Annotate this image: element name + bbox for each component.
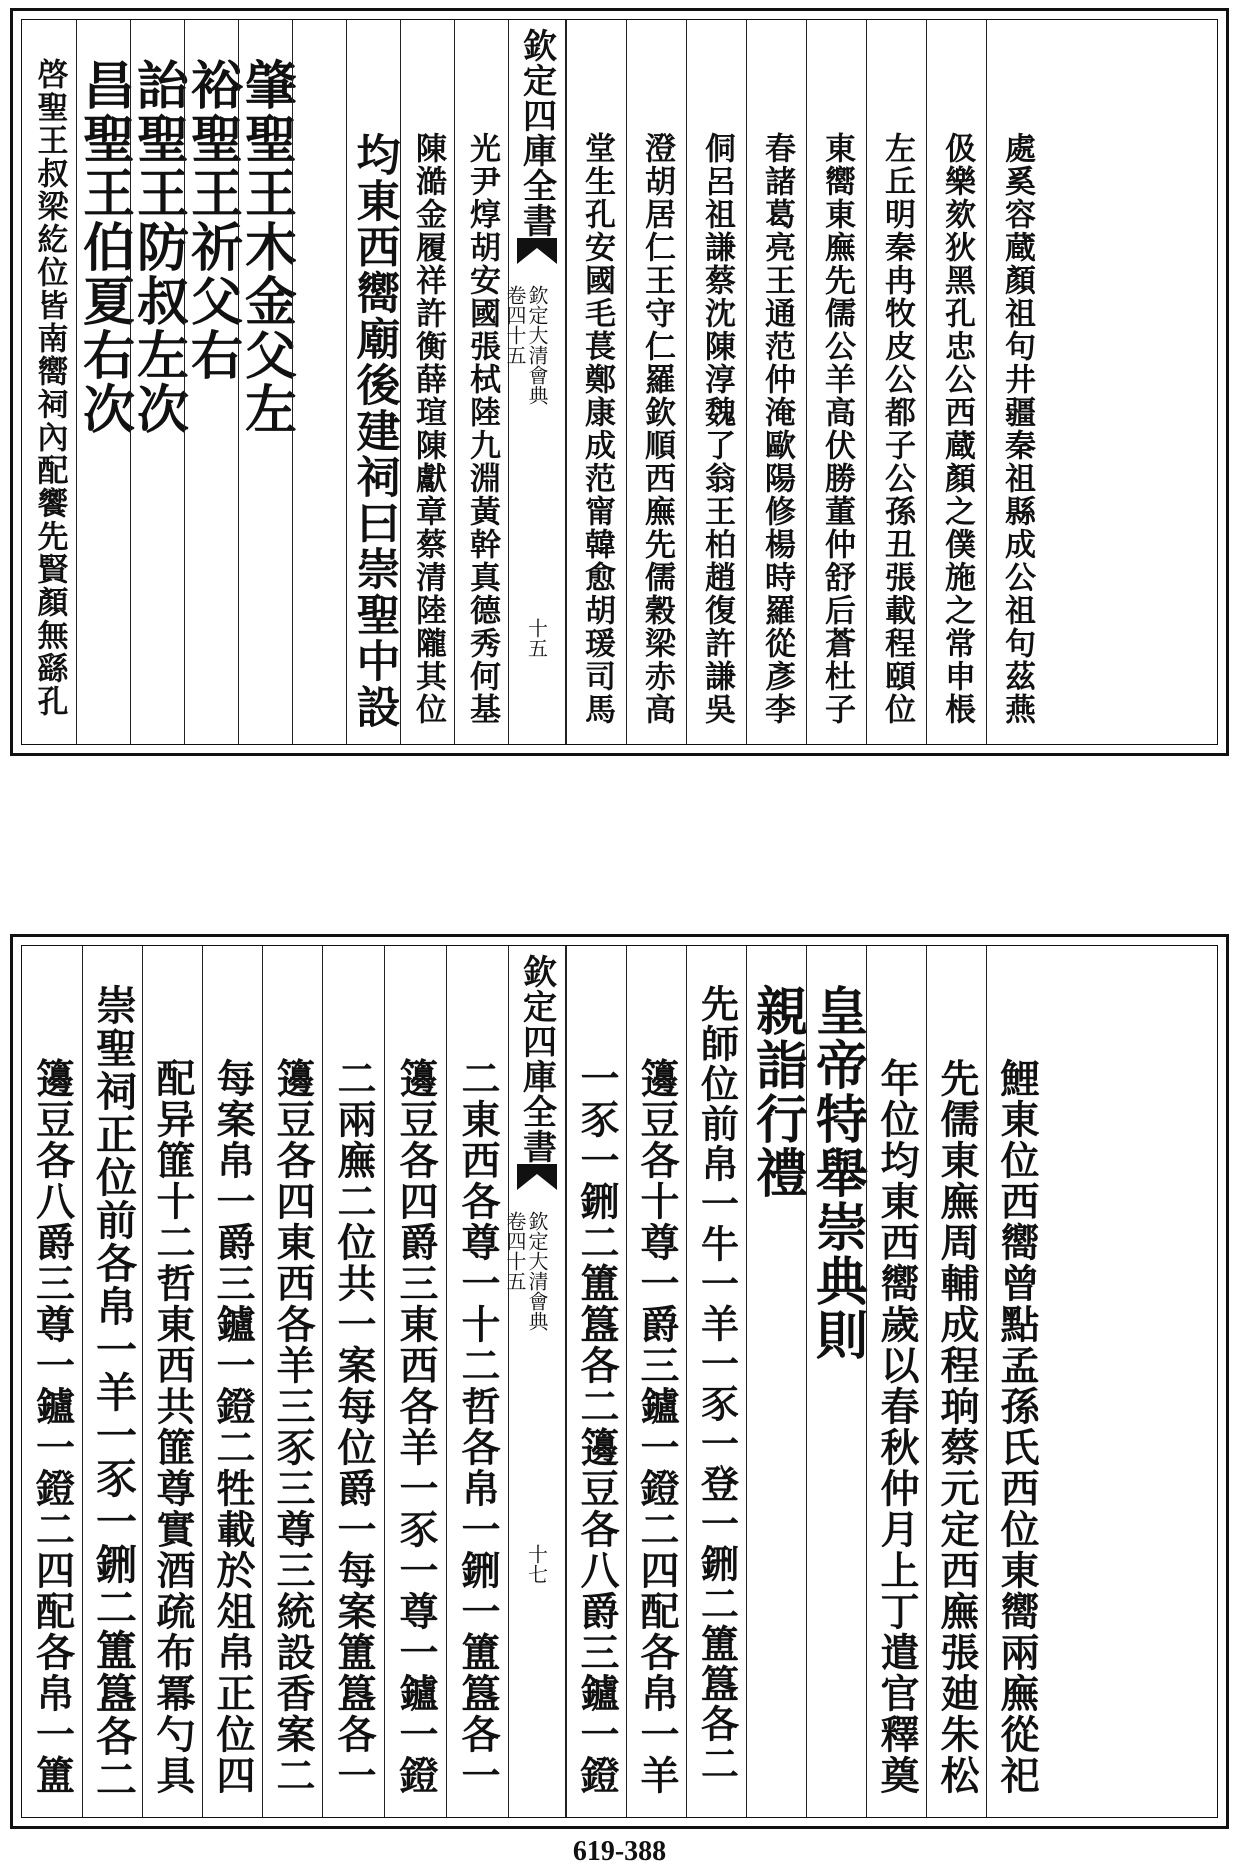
column-text: 籩豆各四爵三東西各羊一豕一尊一鑪一鐙	[393, 1058, 439, 1796]
column-text: 啓聖王叔梁紇位皆南嚮祠內配饗先賢顏無繇孔	[31, 58, 68, 718]
text-column	[384, 946, 446, 1817]
text-column	[626, 946, 686, 1817]
volume-number: 卷四十五	[503, 285, 527, 365]
page-number: 十七	[524, 1544, 549, 1584]
text-column	[181, 20, 243, 744]
book-page-lower	[10, 934, 1229, 1829]
text-column	[235, 20, 297, 744]
page-number: 十五	[524, 618, 549, 658]
section-label	[526, 1211, 548, 1331]
section-title: 欽定大清會典	[525, 1211, 549, 1331]
text-column	[986, 20, 1046, 744]
fishtail-mark	[517, 238, 557, 264]
column-text: 先儒東廡周輔成程珦蔡元定西廡張廸朱松	[934, 1058, 980, 1796]
volume-label	[504, 285, 526, 365]
column-text: 陳澔金履祥許衡薛瑄陳獻章蔡清陸隴其位	[410, 132, 446, 726]
column-text: 左丘明秦冉牧皮公都子公孫丑張載程頤位	[879, 132, 915, 726]
text-column	[626, 20, 686, 744]
column-text: 年位均東西嚮歲以春秋仲月上丁遣官釋奠	[874, 1058, 920, 1796]
volume-number: 卷四十五	[503, 1211, 527, 1291]
text-column	[142, 946, 202, 1817]
column-text: 肇聖王木金父左	[235, 58, 297, 436]
column-text: 光尹焞胡安國張栻陸九淵黃幹真德秀何基	[464, 132, 500, 726]
column-text: 籩豆各四東西各羊三豕三尊三統設香案二	[270, 1058, 316, 1796]
text-column	[566, 20, 626, 744]
book-title: 欽定四庫全書	[516, 954, 557, 1164]
text-column	[262, 946, 322, 1817]
center-margin	[503, 20, 566, 744]
column-text: 崇聖祠正位前各帛一羊一豕一鉶二簠簋各二	[89, 984, 137, 1801]
column-text: 昌聖王伯夏右次	[73, 58, 135, 436]
text-column	[806, 20, 866, 744]
text-column	[686, 946, 746, 1817]
column-text: 處奚容蔵顏祖句井疆秦祖縣成公祖句茲燕	[999, 132, 1035, 726]
text-column	[806, 946, 866, 1817]
column-text: 皇帝特舉崇典則	[806, 984, 868, 1362]
text-column	[22, 20, 76, 744]
column-text: 每案帛一爵三鑪一鐙二牲載於俎帛正位四	[210, 1058, 256, 1796]
text-column	[926, 20, 986, 744]
column-text: 二兩廡二位共一案每位爵一每案簠簋各一	[331, 1058, 377, 1796]
text-column	[73, 20, 135, 744]
column-text: 東嚮東廡先儒公羊高伏勝董仲舒后蒼杜子	[819, 132, 855, 726]
column-text: 詒聖王防叔左次	[127, 58, 189, 436]
column-text: 籩豆各十尊一爵三鑪一鐙二四配各帛一羊	[634, 1058, 680, 1796]
text-column	[346, 20, 400, 744]
page-frame	[21, 19, 1218, 745]
column-text: 堂生孔安國毛萇鄭康成范甯韓愈胡瑗司馬	[579, 132, 615, 726]
text-column	[127, 20, 189, 744]
column-text: 鯉東位西嚮曾點孟孫氏西位東嚮兩廡從祀	[994, 1058, 1040, 1796]
text-column	[22, 946, 82, 1817]
text-column	[866, 20, 926, 744]
center-margin	[503, 946, 566, 1817]
text-column	[82, 946, 142, 1817]
column-text: 親詣行禮	[746, 984, 808, 1200]
text-column	[986, 946, 1046, 1817]
column-text: 侗呂祖謙蔡沈陳淳魏了翁王柏趙復許謙吳	[699, 132, 735, 726]
text-column	[454, 20, 508, 744]
scan-page-id: 619-388	[572, 1836, 667, 1867]
text-column	[202, 946, 262, 1817]
fishtail-mark	[517, 1164, 557, 1190]
text-column	[746, 20, 806, 744]
text-column	[446, 946, 508, 1817]
section-title: 欽定大清會典	[525, 285, 549, 405]
text-column	[686, 20, 746, 744]
column-text: 澄胡居仁王守仁羅欽順西廡先儒穀梁赤高	[639, 132, 675, 726]
text-column	[566, 946, 626, 1817]
column-text: 配异篚十二哲東西共篚尊實酒疏布冪勺具	[150, 1058, 196, 1796]
book-page-upper	[10, 8, 1229, 756]
page-frame	[21, 945, 1218, 1818]
text-column	[322, 946, 384, 1817]
column-text: 裕聖王祈父右	[181, 58, 243, 382]
book-title: 欽定四庫全書	[516, 28, 557, 238]
column-text: 籩豆各八爵三尊一鑪一鐙二四配各帛一簠	[29, 1058, 76, 1796]
column-text: 先師位前帛一牛一羊一豕一登一鉶二簠簋各二	[694, 984, 740, 1784]
column-text: 一豕一鉶二簠簋各二籩豆各八爵三鑪一鐙	[574, 1058, 620, 1796]
text-column	[866, 946, 926, 1817]
text-column	[926, 946, 986, 1817]
column-text: 均東西嚮廟後建祠曰崇聖中設	[348, 132, 400, 730]
text-column	[292, 20, 346, 744]
text-column	[746, 946, 806, 1817]
section-label	[526, 285, 548, 405]
volume-label	[504, 1211, 526, 1291]
text-column	[400, 20, 454, 744]
column-text: 二東西各尊一十二哲各帛一鉶一簠簋各一	[455, 1058, 501, 1796]
column-text: 春諸葛亮王通范仲淹歐陽修楊時羅從彥李	[759, 132, 795, 726]
column-text: 伋樂欬狄黑孔忠公西蔵顏之僕施之常申棖	[939, 132, 975, 726]
